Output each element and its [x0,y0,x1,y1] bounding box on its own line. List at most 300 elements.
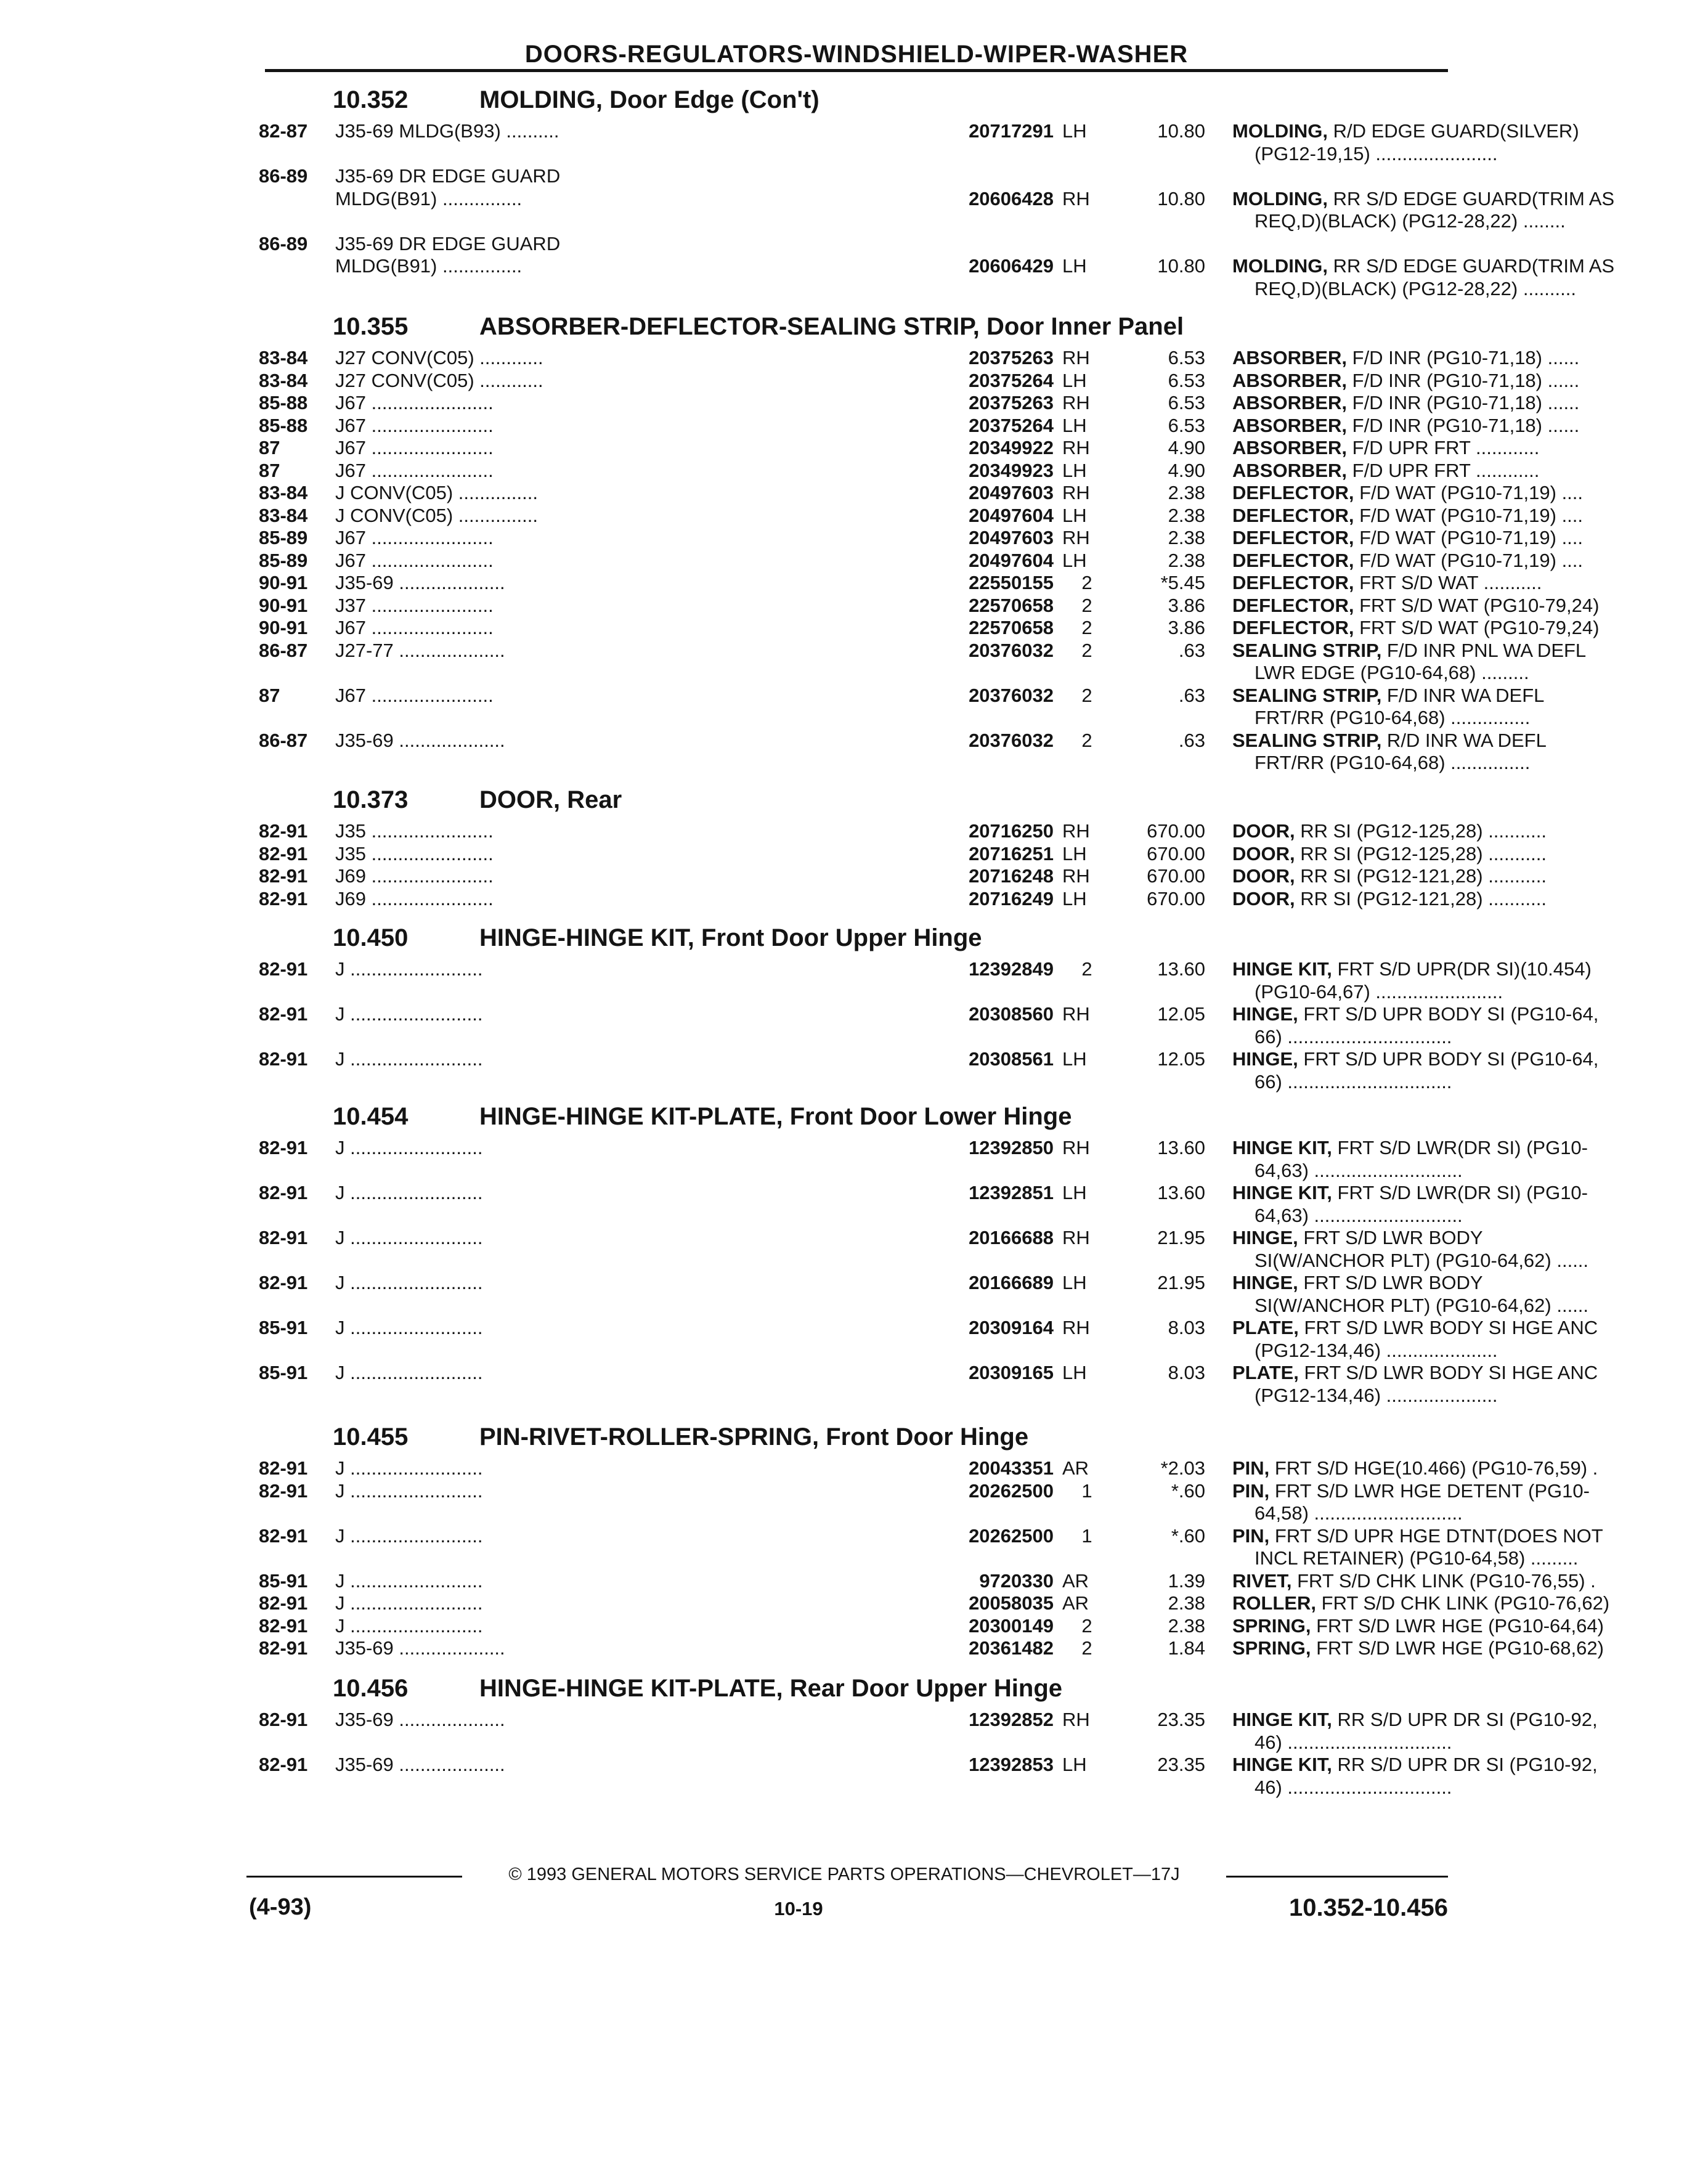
part-number: 20300149 [969,1614,1054,1637]
section-number: 10.450 [333,924,409,951]
section-title: ABSORBER-DEFLECTOR-SEALING STRIP, Door Inner Panel [479,313,1184,340]
part-description [1232,1616,1686,1637]
price: *.60 [1171,1524,1205,1547]
part-detail: FRT S/D LWR HGE DETENT (PG10- [1269,1479,1590,1502]
part-row [259,1457,1598,1481]
footer-rule-left [246,1876,462,1878]
part-number: 20375264 [969,369,1054,391]
part-detail: 64,58) ............................ [1255,1502,1463,1524]
quantity: LH [1062,842,1087,865]
part-detail: FRT S/D CHK LINK (PG10-76,62) [1316,1592,1610,1614]
section-title: HINGE-HINGE KIT, Front Door Upper Hinge [479,924,982,951]
part-row [259,1754,1598,1778]
section-number: 10.355 [333,313,409,340]
part-description [1232,1362,1686,1383]
body-code: J35-69 .................... [335,1709,505,1730]
part-detail: F/D INR (PG10-71,18) ...... [1347,347,1580,368]
part-row [259,1479,1590,1504]
part-description [1255,1205,1708,1226]
part-description [1232,1004,1686,1025]
body-code: J35-69 DR EDGE GUARD [335,165,561,187]
part-description [1255,1503,1708,1524]
part-row [259,1524,1603,1549]
body-code: J ......................... [335,1003,483,1025]
header-rule [265,69,1448,72]
part-row [259,277,1576,302]
quantity: RH [1062,1709,1090,1730]
part-detail: SI(W/ANCHOR PLT) (PG10-64,62) ...... [1255,1249,1589,1271]
part-row [259,980,1503,1005]
part-row [259,1384,1498,1409]
model-years: 82-91 [259,1637,308,1659]
part-name: SEALING STRIP, [1232,729,1382,751]
price: 670.00 [1147,887,1205,910]
part-row [259,684,1545,709]
part-description [1255,144,1708,165]
section-number: 10.455 [333,1423,409,1451]
section-heading [333,313,1184,340]
part-description [1232,1317,1686,1338]
part-description [1255,982,1708,1003]
part-name: HINGE KIT, [1232,958,1332,980]
part-name: ABSORBER, [1232,347,1348,368]
part-number: 20349923 [969,459,1054,481]
section-number: 10.373 [333,786,409,813]
part-detail: R/D EDGE GUARD(SILVER) [1328,120,1579,142]
quantity: RH [1062,865,1090,887]
part-detail: F/D WAT (PG10-71,19) .... [1354,504,1584,526]
body-code: J67 ....................... [335,617,494,638]
part-description [1232,1571,1686,1592]
part-detail: F/D UPR FRT ............ [1347,459,1540,481]
part-row [259,639,1587,664]
price: 3.86 [1168,594,1205,616]
section-title: HINGE-HINGE KIT-PLATE, Front Door Lower Hinge [479,1103,1072,1130]
part-name: HINGE, [1232,1227,1298,1248]
model-years: 83-84 [259,347,308,368]
part-row [259,1339,1498,1364]
part-row [259,1709,1598,1733]
part-name: PIN, [1232,1524,1270,1547]
part-name: PLATE, [1232,1317,1299,1338]
part-detail: FRT S/D UPR HGE DTNT(DOES NOT [1269,1524,1603,1547]
part-detail: 64,63) ............................ [1255,1204,1463,1226]
part-row [259,1159,1463,1184]
part-name: MOLDING, [1232,120,1328,142]
body-code: J ......................... [335,1524,483,1547]
part-description [1255,752,1708,773]
quantity: 1 [1081,1479,1092,1502]
part-number: 20375263 [969,347,1054,368]
price: 670.00 [1147,865,1205,887]
part-number: 20361482 [969,1637,1054,1659]
part-detail: F/D INR (PG10-71,18) ...... [1347,369,1580,391]
part-detail: FRT S/D LWR BODY [1298,1227,1483,1248]
part-row [259,1249,1589,1274]
part-number: 22570658 [969,617,1054,638]
part-description [1232,1754,1686,1775]
part-description [1255,1340,1708,1361]
model-years: 82-91 [259,842,308,865]
part-name: PIN, [1232,1457,1270,1479]
part-number: 12392852 [969,1709,1054,1730]
part-row [259,662,1529,686]
part-row [259,504,1584,529]
part-name: HINGE, [1232,1272,1298,1293]
part-detail: (PG12-134,46) ..................... [1255,1384,1498,1406]
price: 23.35 [1157,1754,1205,1775]
price: 2.38 [1168,482,1205,503]
part-row [259,752,1531,776]
model-years: 82-91 [259,1272,308,1293]
part-description [1232,1593,1686,1614]
quantity: LH [1062,887,1087,910]
section-heading [333,86,819,113]
price: 8.03 [1168,1317,1205,1338]
body-code: J ......................... [335,1227,483,1248]
part-row [259,210,1566,234]
part-detail: LWR EDGE (PG10-64,68) ......... [1255,662,1529,683]
part-description [1255,211,1708,232]
part-number: 20497604 [969,504,1054,526]
section-heading [333,1675,1062,1702]
body-code: J ......................... [335,1592,483,1614]
price: 2.38 [1168,1614,1205,1637]
part-description [1255,1777,1708,1798]
part-detail: FRT S/D UPR(DR SI)(10.454) [1332,958,1592,980]
model-years: 82-91 [259,1227,308,1248]
quantity: LH [1062,1048,1087,1070]
model-years: 82-91 [259,1754,308,1775]
part-row [259,527,1584,551]
part-detail: FRT S/D LWR HGE (PG10-64,64) [1311,1614,1604,1637]
part-row [259,142,1498,167]
price: 2.38 [1168,1592,1205,1614]
body-code: J27 CONV(C05) ............ [335,369,543,391]
part-name: DEFLECTOR, [1232,594,1354,616]
part-row [259,392,1580,416]
part-description [1232,821,1686,842]
part-name: DEFLECTOR, [1232,572,1354,593]
price: 1.39 [1168,1569,1205,1592]
part-row [259,865,1547,889]
part-name: DEFLECTOR, [1232,527,1354,548]
quantity: RH [1062,187,1090,210]
part-detail: RR S/D EDGE GUARD(TRIM AS [1328,187,1615,210]
body-code: J69 ....................... [335,887,494,910]
part-detail: (PG12-134,46) ..................... [1255,1339,1498,1361]
body-code: MLDG(B91) ............... [335,187,523,210]
footer-page-number: 10-19 [774,1898,823,1919]
part-detail: R/D INR WA DEFL [1381,729,1547,751]
model-years: 82-87 [259,120,308,142]
part-description [1232,1526,1686,1547]
part-description [1232,572,1686,593]
part-description [1255,1160,1708,1181]
body-code: J ......................... [335,1457,483,1479]
price: 21.95 [1157,1272,1205,1293]
part-detail: REQ,D)(BLACK) (PG12-28,22) .......... [1255,277,1576,299]
part-name: SPRING, [1232,1637,1311,1659]
part-description [1232,617,1686,638]
part-detail: REQ,D)(BLACK) (PG12-28,22) ........ [1255,210,1566,232]
part-detail: 46) ............................... [1255,1731,1452,1753]
part-row [259,1614,1604,1639]
part-description [1232,730,1686,751]
part-row [259,234,1442,257]
part-description [1232,640,1686,661]
part-description [1232,844,1686,865]
part-detail: F/D INR (PG10-71,18) ...... [1347,414,1580,436]
body-code: J ......................... [335,1182,483,1203]
price: 1.84 [1168,1637,1205,1659]
body-code: J35-69 DR EDGE GUARD [335,232,561,254]
part-description [1232,121,1686,142]
body-code: J35-69 .................... [335,1754,505,1775]
part-description [1232,959,1686,980]
part-detail: RR SI (PG12-121,28) ........... [1295,865,1547,887]
model-years: 85-88 [259,414,308,436]
section-number: 10.454 [333,1103,409,1130]
part-description [1232,1638,1686,1659]
part-number: 20376032 [969,729,1054,751]
section-heading [333,924,982,951]
model-years: 86-89 [259,165,308,187]
part-row [259,1569,1596,1594]
price: *.60 [1171,1479,1205,1502]
price: *5.45 [1160,572,1205,593]
model-years: 82-91 [259,1048,308,1070]
part-name: SEALING STRIP, [1232,639,1382,661]
quantity: RH [1062,347,1090,368]
part-number: 22550155 [969,572,1054,593]
body-code: J67 ....................... [335,414,494,436]
quantity: RH [1062,1227,1090,1248]
part-row [259,1025,1452,1050]
price: 6.53 [1168,347,1205,368]
part-row [259,369,1580,394]
quantity: RH [1062,437,1090,458]
part-row [259,1048,1599,1072]
part-number: 20308560 [969,1003,1054,1025]
part-detail: FRT S/D LWR BODY SI HGE ANC [1298,1317,1598,1338]
body-code: J ......................... [335,1272,483,1293]
quantity: AR [1062,1457,1089,1479]
body-code: J ......................... [335,1614,483,1637]
part-name: SPRING, [1232,1614,1311,1637]
part-number: 12392849 [969,958,1054,980]
price: 10.80 [1157,255,1205,277]
body-code: J67 ....................... [335,527,494,548]
part-row [259,1227,1483,1251]
part-detail: RR S/D UPR DR SI (PG10-92, [1332,1709,1598,1730]
price: 2.38 [1168,504,1205,526]
body-code: J35 ....................... [335,842,494,865]
part-row [259,482,1584,506]
part-detail: F/D WAT (PG10-71,19) .... [1354,549,1584,571]
price: 4.90 [1168,459,1205,481]
part-number: 20716248 [969,865,1054,887]
part-name: MOLDING, [1232,187,1328,210]
part-number: 20058035 [969,1592,1054,1614]
part-number: 20166688 [969,1227,1054,1248]
page-header-title: DOORS-REGULATORS-WINDSHIELD-WIPER-WASHER [524,41,1189,68]
part-detail: (PG12-19,15) ....................... [1255,142,1498,165]
section-title: DOOR, Rear [479,786,622,813]
part-number: 12392851 [969,1182,1054,1203]
quantity: LH [1062,1182,1087,1203]
part-number: 20375263 [969,392,1054,413]
part-number: 20497603 [969,482,1054,503]
part-description [1255,662,1708,683]
price: 6.53 [1168,414,1205,436]
model-years: 87 [259,437,280,458]
part-row [259,1204,1463,1229]
model-years: 86-87 [259,729,308,751]
quantity: LH [1062,414,1087,436]
part-description [1255,1027,1708,1048]
part-detail: FRT S/D LWR BODY SI HGE ANC [1298,1362,1598,1383]
price: 670.00 [1147,820,1205,842]
part-row [259,255,1615,279]
part-detail: FRT S/D UPR BODY SI (PG10-64, [1298,1048,1599,1070]
part-name: HINGE KIT, [1232,1137,1332,1158]
section-heading [333,1423,1028,1451]
part-description [1232,1709,1686,1730]
part-description [1255,1732,1708,1753]
part-row [259,549,1584,574]
price: 13.60 [1157,1137,1205,1158]
quantity: RH [1062,1137,1090,1158]
part-name: DOOR, [1232,842,1295,865]
part-number: 20309165 [969,1362,1054,1383]
part-row [259,729,1547,754]
quantity: LH [1062,369,1087,391]
part-name: HINGE, [1232,1003,1298,1025]
model-years: 87 [259,684,280,706]
part-row [259,1776,1452,1801]
quantity: RH [1062,820,1090,842]
part-detail: SI(W/ANCHOR PLT) (PG10-64,62) ...... [1255,1294,1589,1316]
part-detail: FRT S/D LWR BODY [1298,1272,1483,1293]
model-years: 85-91 [259,1317,308,1338]
price: 3.86 [1168,617,1205,638]
model-years: 83-84 [259,369,308,391]
part-row [259,166,1442,189]
part-number: 20716251 [969,842,1054,865]
quantity: RH [1062,392,1090,413]
quantity: AR [1062,1592,1089,1614]
part-detail: 46) ............................... [1255,1776,1452,1798]
part-row [259,1182,1588,1206]
model-years: 82-91 [259,1457,308,1479]
body-code: J35-69 .................... [335,572,505,593]
quantity: LH [1062,120,1087,142]
part-name: PIN, [1232,1479,1270,1502]
part-description [1232,256,1686,277]
part-description [1232,505,1686,526]
part-row [259,617,1600,641]
body-code: J ......................... [335,1362,483,1383]
part-detail: F/D WAT (PG10-71,19) .... [1354,482,1584,503]
model-years: 82-91 [259,1524,308,1547]
quantity: 2 [1081,1614,1092,1637]
quantity: 2 [1081,572,1092,593]
part-description [1232,460,1686,481]
part-description [1232,415,1686,436]
part-number: 20309164 [969,1317,1054,1338]
part-description [1232,348,1686,368]
quantity: 2 [1081,1637,1092,1659]
quantity: LH [1062,1754,1087,1775]
part-name: HINGE KIT, [1232,1754,1332,1775]
footer-rule-right [1226,1876,1448,1878]
part-detail: RR SI (PG12-125,28) ........... [1295,842,1547,865]
part-detail: INCL RETAINER) (PG10-64,58) ......... [1255,1547,1579,1569]
model-years: 82-91 [259,958,308,980]
part-detail: FRT S/D LWR(DR SI) (PG10- [1332,1137,1588,1158]
part-detail: FRT S/D CHK LINK (PG10-76,55) . [1291,1569,1596,1592]
part-description [1255,279,1708,299]
section-title: PIN-RIVET-ROLLER-SPRING, Front Door Hinge [479,1423,1029,1451]
body-code: J67 ....................... [335,392,494,413]
body-code: J ......................... [335,1317,483,1338]
body-code: J ......................... [335,1048,483,1070]
part-row [259,1731,1452,1756]
part-row [259,1637,1604,1661]
price: .63 [1178,729,1205,751]
quantity: RH [1062,482,1090,503]
part-row [259,887,1547,912]
part-name: DEFLECTOR, [1232,504,1354,526]
price: 8.03 [1168,1362,1205,1383]
quantity: 2 [1081,594,1092,616]
section-title: HINGE-HINGE KIT-PLATE, Rear Door Upper Hinge [479,1675,1062,1702]
part-name: MOLDING, [1232,255,1328,277]
part-detail: RR SI (PG12-121,28) ........... [1295,887,1547,910]
part-number: 20717291 [969,120,1054,142]
part-row [259,1272,1483,1296]
part-row [259,842,1547,867]
part-detail: FRT/RR (PG10-64,68) ............... [1255,707,1531,728]
quantity: AR [1062,1569,1089,1592]
part-row [259,187,1615,212]
part-description [1232,595,1686,616]
part-row [259,572,1542,596]
part-name: ROLLER, [1232,1592,1317,1614]
part-description [1255,1250,1708,1271]
part-name: PLATE, [1232,1362,1299,1383]
part-number: 20262500 [969,1524,1054,1547]
part-name: DOOR, [1232,887,1295,910]
body-code: J35-69 .................... [335,729,505,751]
body-code: J35 ....................... [335,820,494,842]
body-code: J67 ....................... [335,684,494,706]
model-years: 82-91 [259,865,308,887]
body-code: J27 CONV(C05) ............ [335,347,543,368]
part-number: 12392850 [969,1137,1054,1158]
price: 2.38 [1168,549,1205,571]
part-number: 20349922 [969,437,1054,458]
part-detail: 66) ............................... [1255,1070,1452,1093]
part-description [1232,889,1686,910]
model-years: 83-84 [259,504,308,526]
part-number: 20606429 [969,255,1054,277]
model-years: 90-91 [259,617,308,638]
quantity: RH [1062,1317,1090,1338]
part-row [259,820,1547,844]
part-row [259,437,1540,461]
